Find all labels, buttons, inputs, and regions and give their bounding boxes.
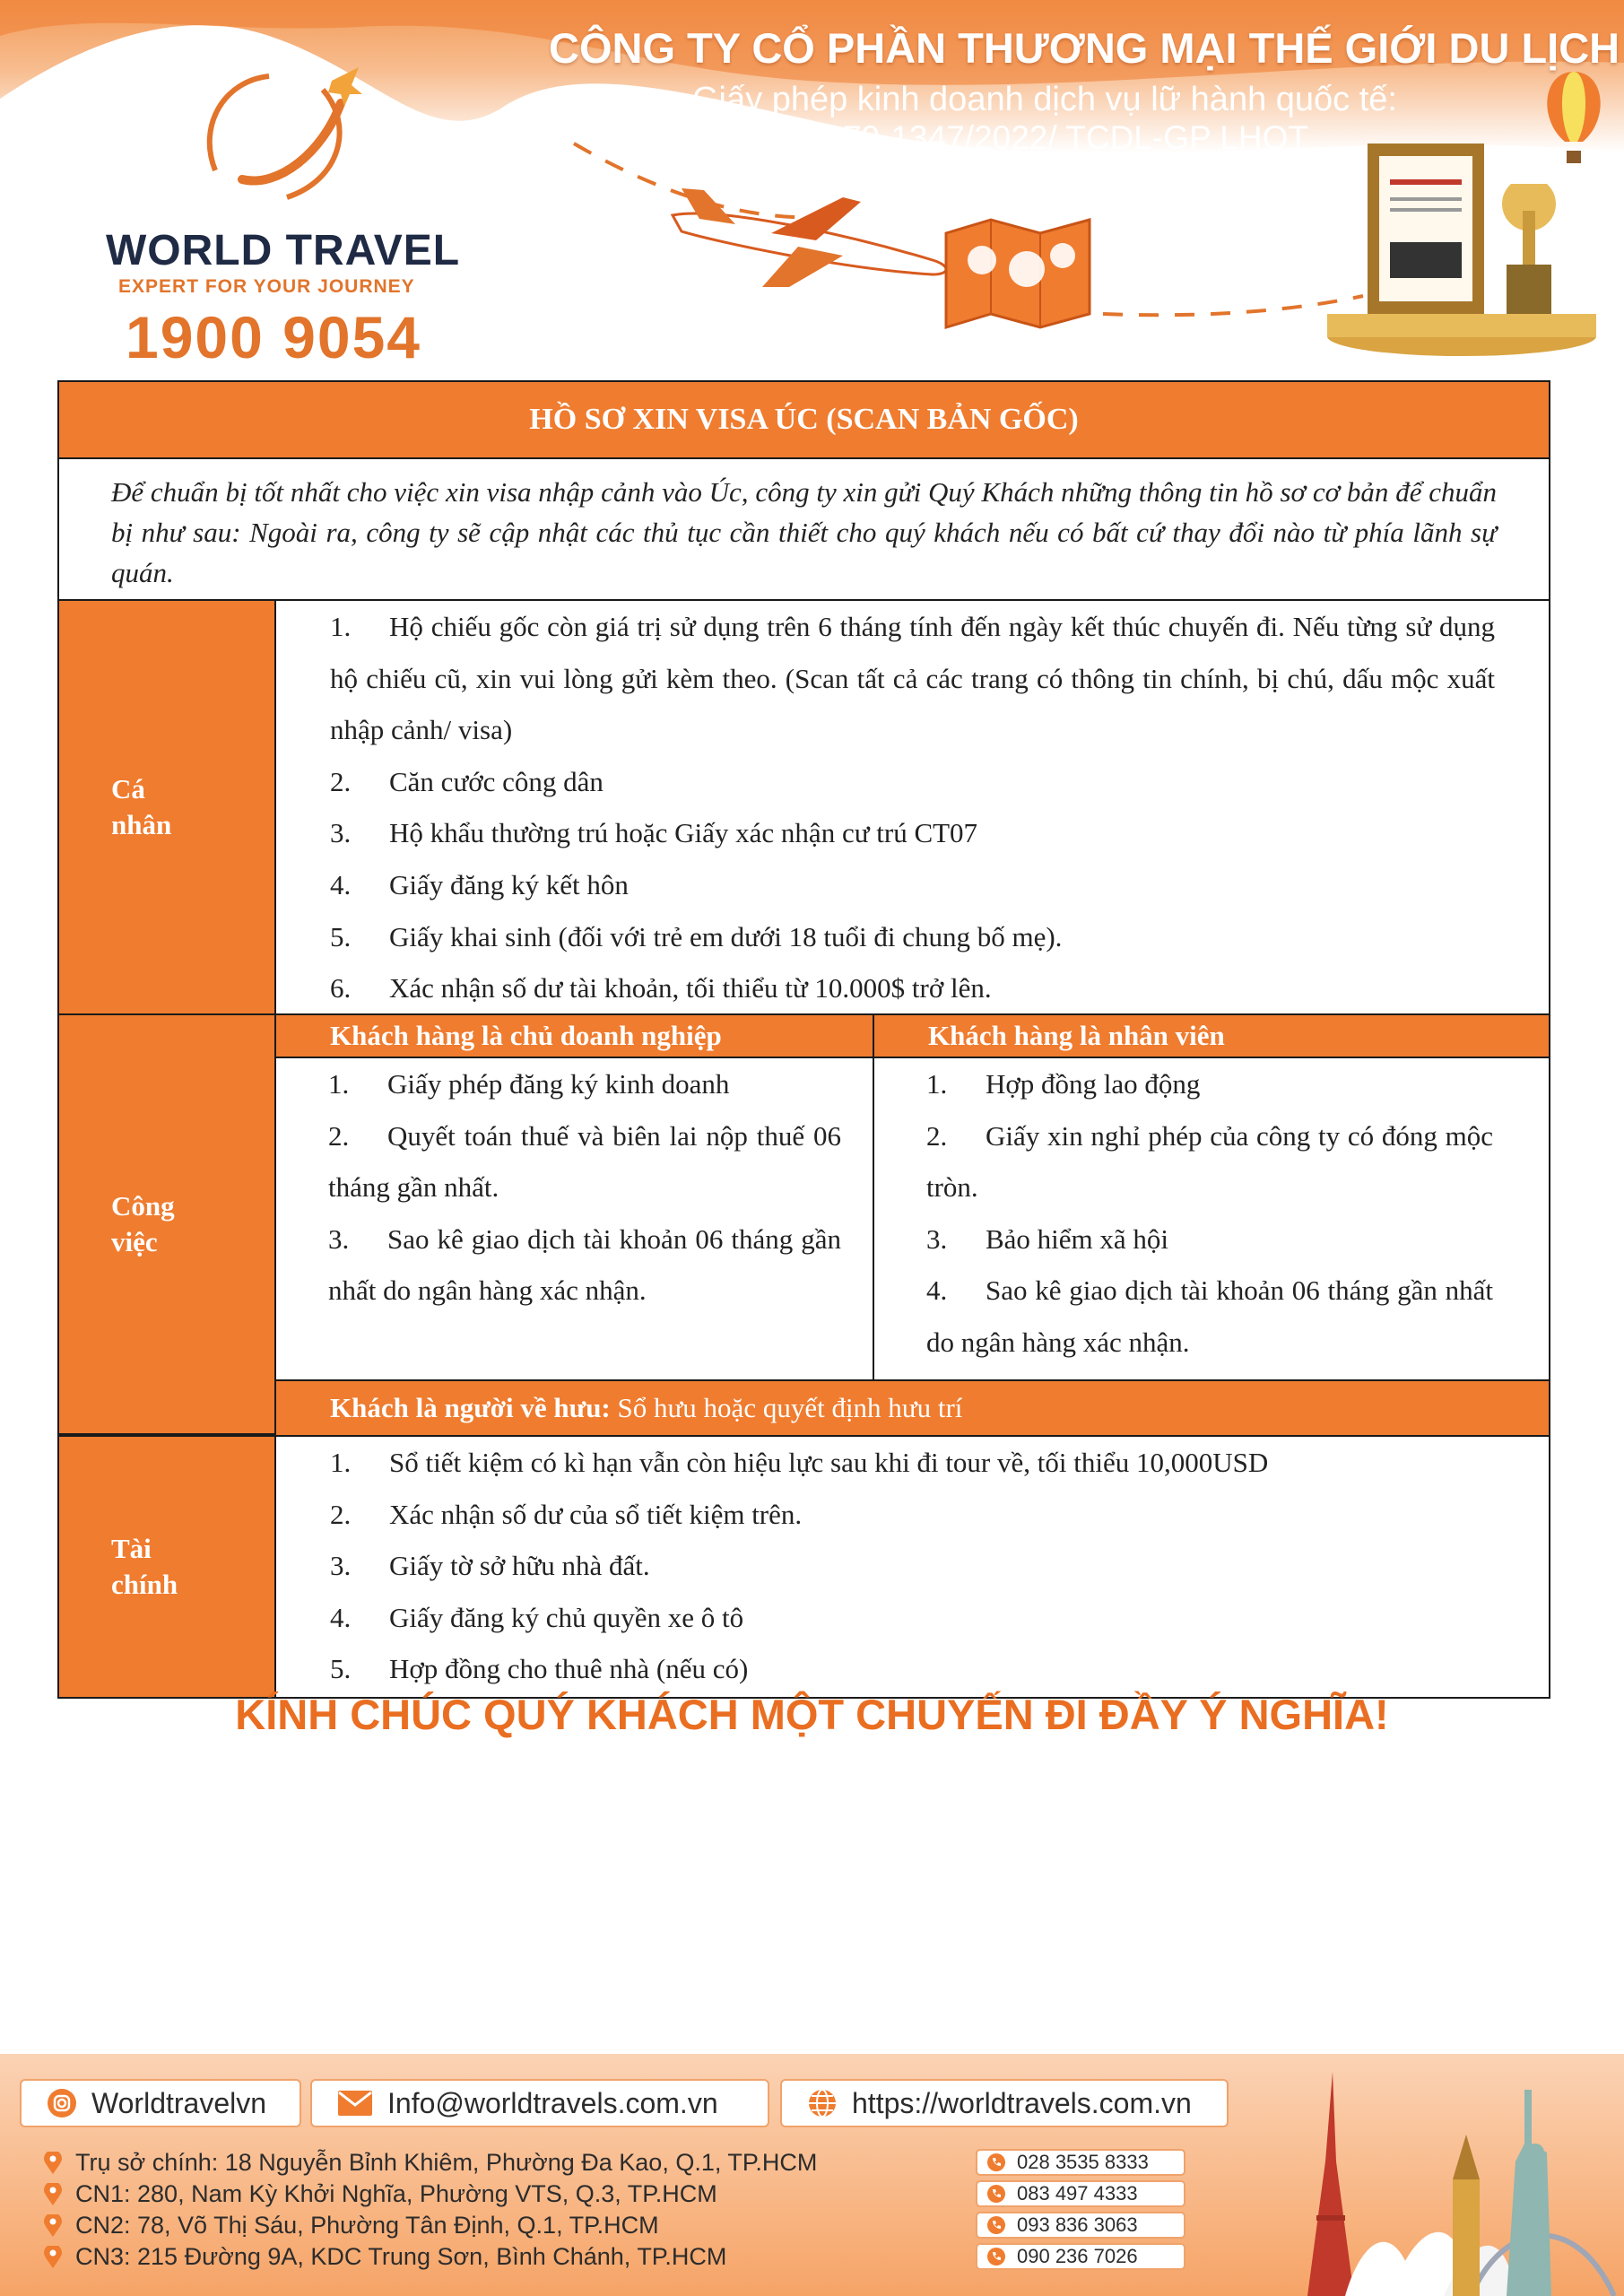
list-item: 2. Quyết toán thuế và biên lai nộp thuế 06 tháng gần nhất. — [328, 1119, 841, 1203]
business-owner-heading: Khách hàng là chủ doanh nghiệp — [274, 1013, 874, 1058]
list-item: 2. Căn cước công dân — [330, 765, 604, 797]
retiree-text: Sổ hưu hoặc quyết định hưu trí — [617, 1392, 963, 1423]
hotline[interactable]: 1900 9054 — [126, 304, 421, 370]
mail-icon — [337, 2090, 373, 2117]
document-title: HỒ SƠ XIN VISA ÚC (SCAN BẢN GỐC) — [57, 380, 1550, 459]
list-item: 4. Giấy đăng ký kết hôn — [330, 868, 629, 900]
instagram-icon — [47, 2088, 77, 2118]
phone-number[interactable]: 083 497 4333 — [976, 2180, 1185, 2207]
globe-icon — [807, 2088, 838, 2118]
website-url[interactable]: https://worldtravels.com.vn — [852, 2086, 1192, 2119]
location-pin-icon — [43, 2183, 63, 2206]
company-name: CÔNG TY CỔ PHẦN THƯƠNG MẠI THẾ GIỚI DU LỊCH — [549, 24, 1620, 72]
list-item: 5. Hợp đồng cho thuê nhà (nếu có) — [330, 1653, 749, 1685]
list-item: 5. Giấy khai sinh (đối với trẻ em dưới 18 tuổi đi chung bố mẹ). — [330, 920, 1063, 952]
phone-icon — [986, 2152, 1006, 2172]
list-item: 2. Giấy xin nghỉ phép của công ty có đóng mộc tròn. — [926, 1119, 1493, 1203]
brand-tagline: EXPERT FOR YOUR JOURNEY — [118, 276, 415, 297]
license-line-1: Giấy phép kinh doanh dịch vụ lữ hành quốc tế: — [692, 81, 1397, 118]
list-item: 1. Sổ tiết kiệm có kì hạn vẫn còn hiệu lực sau khi đi tour về, tối thiểu 10,000USD — [330, 1447, 1269, 1478]
employee-heading: Khách hàng là nhân viên — [873, 1013, 1550, 1058]
license-line-2: 79-1347/2022/ TCDL-GP LHQT — [843, 119, 1308, 156]
section-label-work — [57, 1013, 276, 1435]
list-item: 4. Giấy đăng ký chủ quyền xe ô tô — [330, 1601, 744, 1633]
phone-number[interactable]: 090 236 7026 — [976, 2243, 1185, 2270]
retiree-row — [274, 1379, 1550, 1437]
section-label-personal — [57, 599, 276, 1015]
website-pill[interactable] — [780, 2079, 1229, 2127]
email-pill[interactable] — [310, 2079, 769, 2127]
visa-requirements-table — [57, 380, 1550, 1699]
list-item: 3. Sao kê giao dịch tài khoản 06 tháng gần nhất do ngân hàng xác nhận. — [328, 1222, 841, 1306]
address-branch-3: CN3: 215 Đường 9A, KDC Trung Sơn, Bình Chánh, TP.HCM — [43, 2243, 726, 2271]
list-item: 2. Xác nhận số dư của sổ tiết kiệm trên. — [330, 1498, 803, 1530]
list-item: 3. Bảo hiểm xã hội — [926, 1222, 1169, 1255]
retiree-label: Khách là người về hưu: — [330, 1392, 611, 1423]
phone-icon — [986, 2247, 1006, 2266]
email-address[interactable]: Info@worldtravels.com.vn — [387, 2086, 718, 2119]
section-personal-content — [274, 599, 1550, 1015]
personal-label-line1: Cá — [111, 773, 145, 804]
work-label-line1: Công — [111, 1190, 175, 1222]
hot-air-balloon-icon — [1538, 70, 1610, 178]
finance-label-line1: Tài — [111, 1533, 152, 1564]
social-pill[interactable] — [20, 2079, 301, 2127]
phone-number[interactable]: 093 836 3063 — [976, 2212, 1185, 2239]
address-branch-2: CN2: 78, Võ Thị Sáu, Phường Tân Định, Q.1, TP.HCM — [43, 2212, 659, 2239]
work-label-line2: việc — [111, 1226, 158, 1257]
list-item: 4. Sao kê giao dịch tài khoản 06 tháng gần nhất do ngân hàng xác nhận. — [926, 1274, 1493, 1358]
section-finance-content — [274, 1435, 1550, 1699]
world-map-icon — [942, 215, 1094, 332]
business-owner-list — [328, 1058, 841, 1317]
airplane-icon — [664, 179, 968, 296]
header-banner — [0, 0, 1624, 377]
phone-number[interactable]: 028 3535 8333 — [976, 2149, 1185, 2176]
list-item: 1. Giấy phép đăng ký kinh doanh — [328, 1068, 730, 1100]
location-pin-icon — [43, 2246, 63, 2269]
social-handle[interactable]: Worldtravelvn — [91, 2086, 267, 2119]
list-item: 3. Hộ khẩu thường trú hoặc Giấy xác nhận cư trú CT07 — [330, 817, 978, 849]
list-item: 6. Xác nhận số dư tài khoản, tối thiểu từ 10.000$ trở lên. — [330, 972, 992, 1004]
personal-label-line2: nhân — [111, 809, 172, 840]
location-pin-icon — [43, 2214, 63, 2238]
employee-list — [926, 1058, 1493, 1368]
location-pin-icon — [43, 2152, 63, 2175]
list-item: 1. Hợp đồng lao động — [926, 1068, 1201, 1100]
brand-name: WORLD TRAVEL — [106, 227, 461, 274]
list-item: 3. Giấy tờ sở hữu nhà đất. — [330, 1550, 650, 1582]
finance-label-line2: chính — [111, 1569, 178, 1600]
world-travel-logo-icon — [188, 54, 368, 215]
intro-paragraph: Để chuẩn bị tốt nhất cho việc xin visa nhập cảnh vào Úc, công ty xin gửi Quý Khách những thông tin hồ sơ cơ bản để chuẩn bị như sau: Ngoài ra, công ty sẽ cập nhật các thủ tục cần thiết cho quý khách nếu có bất cứ thay đổi nào từ phía lãnh sự quán. — [57, 457, 1550, 601]
phone-icon — [986, 2184, 1006, 2204]
closing-message: KÍNH CHÚC QUÝ KHÁCH MỘT CHUYẾN ĐI ĐẦY Ý NGHĨA! — [235, 1691, 1389, 1738]
phone-icon — [986, 2215, 1006, 2235]
section-label-finance — [57, 1435, 276, 1699]
address-branch-1: CN1: 280, Nam Kỳ Khởi Nghĩa, Phường VTS, Q.3, TP.HCM — [43, 2180, 717, 2208]
list-item: 1. Hộ chiếu gốc còn giá trị sử dụng trên 6 tháng tính đến ngày kết thúc chuyến đi. Nếu từng sử dụng hộ chiếu cũ, xin vui lòng gửi kèm theo. (Scan tất cả các trang có thông tin chính, bị chú, dấu mộc xuất nhập cảnh/ visa) — [330, 611, 1495, 746]
address-head-office: Trụ sở chính: 18 Nguyễn Bỉnh Khiêm, Phường Đa Kao, Q.1, TP.HCM — [43, 2149, 817, 2177]
